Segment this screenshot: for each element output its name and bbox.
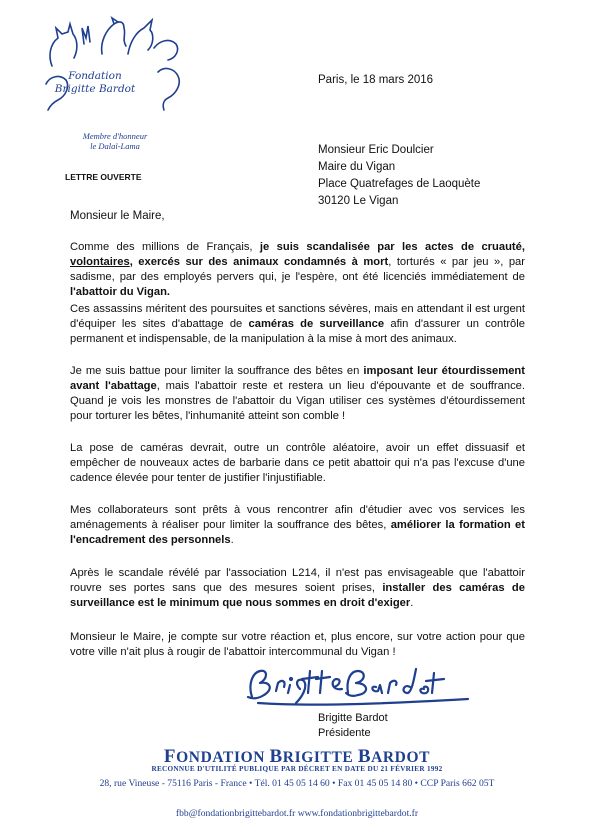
p3-bold: imposant leur étourdissement avant l'abattage — [70, 365, 525, 392]
recipient-line1: Monsieur Eric Doulcier — [318, 144, 434, 156]
org-part3: ARDOT — [371, 749, 431, 766]
paragraph-6 — [70, 566, 525, 611]
signatory-name: Brigitte Bardot — [318, 712, 388, 724]
p6-text-2: . — [410, 597, 414, 609]
membre-line1: Membre d'honneur — [82, 131, 148, 141]
footer-decree: RECONNUE D'UTILITÉ PUBLIQUE PAR DÉCRET EN DATE DU 21 FÉVRIER 1992 — [151, 765, 443, 773]
paragraph-3 — [70, 364, 525, 424]
org-initial-f: F — [163, 746, 177, 767]
footer-address: 28, rue Vineuse - 75116 Paris - France • Tél. 01 45 05 14 60 • Fax 01 45 05 14 80 • CCP Paris 662 05T — [99, 778, 495, 789]
closing-paragraph: Monsieur le Maire, je compte sur votre réaction et, plus encore, sur votre action pour que votre ville n'ait plus à rougir de l'abattoir intercommunal du Vigan ! — [70, 631, 525, 658]
paragraph-1 — [70, 240, 525, 300]
p1-bold-2: , exercés sur des animaux condamnés à mort — [129, 256, 389, 268]
p1-text: Comme des millions de Français, — [70, 241, 260, 253]
p2-text-2: afin d'assurer un contrôle permanent et indispensable, de la manipulation à la mise à mort des animaux. — [70, 318, 525, 345]
open-letter-label: LETTRE OUVERTE — [65, 172, 142, 182]
recipient-line2: Maire du Vigan — [318, 161, 396, 173]
p5-bold: améliorer la formation et l'encadrement des personnels — [70, 519, 525, 546]
org-part2: RIGITTE — [282, 749, 358, 766]
p5-text-2: . — [230, 534, 234, 546]
p3-text-2: , mais l'abattoir reste et restera un lieu d'épouvante et de souffrance. Quand je vois les monstres de l'abattoir du Vigan utiliser ces systèmes d'étourdissement pour torturer les bêtes, l'inhumanité atteint son comble ! — [70, 380, 525, 422]
recipient-line4: 30120 Le Vigan — [318, 195, 399, 207]
honorary-member-note — [70, 131, 160, 151]
paragraph-5 — [70, 503, 525, 548]
p5-text: Mes collaborateurs sont prêts à vous rencontrer afin d'étudier avec vos services les aménagements à réaliser pour limiter la souffrance des bêtes, — [70, 504, 525, 531]
handwritten-signature — [238, 663, 478, 713]
salutation: Monsieur le Maire, — [70, 210, 165, 222]
signatory-title: Présidente — [318, 727, 371, 739]
logo-wordmark — [40, 70, 150, 96]
p3-text: Je me suis battue pour limiter la souffrance des bêtes en — [70, 365, 364, 377]
p6-bold: installer des caméras de surveillance est le minimum que nous sommes en droit d'exiger — [70, 582, 525, 609]
p1-bold: je suis scandalisée par les actes de cruauté, — [259, 241, 525, 253]
recipient-line3: Place Quatrefages de Laoquète — [318, 178, 481, 190]
p1-text-2: , torturés « par jeu », par sadisme, par des employés pervers qui, je l'espère, ont été licenciés immédiatement de — [70, 256, 525, 283]
logo-line1: Fondation — [68, 70, 122, 82]
membre-line2: le Dalaï-Lama — [90, 141, 140, 151]
p2-bold: caméras de surveillance — [248, 318, 385, 330]
signatory — [318, 711, 388, 741]
org-part1: ONDATION — [176, 749, 270, 766]
p2-text: Ces assassins méritent des poursuites et sanctions sévères, mais en attendant il est urgent d'équiper les sites d'abattage de — [70, 303, 525, 330]
footer-web-contact: fbb@fondationbrigittebardot.fr www.fondationbrigittebardot.fr — [175, 808, 419, 819]
org-initial-b2: B — [357, 746, 372, 767]
p1-bold-3: l'abattoir du Vigan. — [70, 286, 171, 298]
p1-underlined: volontaires — [70, 256, 130, 268]
letter-date: Paris, le 18 mars 2016 — [318, 74, 434, 86]
paragraph-4: La pose de caméras devrait, outre un contrôle aléatoire, avoir un effet dissuasif et empêcher de nouveaux actes de barbarie dans ce petit abattoir qui n'a pas l'excuse d'une cadence élevée pour tenter de justifier l'injustifiable. — [70, 442, 525, 484]
paragraph-2 — [70, 302, 525, 347]
logo-line2: Brigitte Bardot — [54, 83, 136, 95]
recipient-address — [318, 142, 480, 210]
p6-text: Après le scandale révélé par l'association L214, il n'est pas envisageable que l'abattoir rouvre ses portes sans que des mesures soient prises, — [70, 567, 525, 594]
org-initial-b1: B — [269, 746, 283, 767]
